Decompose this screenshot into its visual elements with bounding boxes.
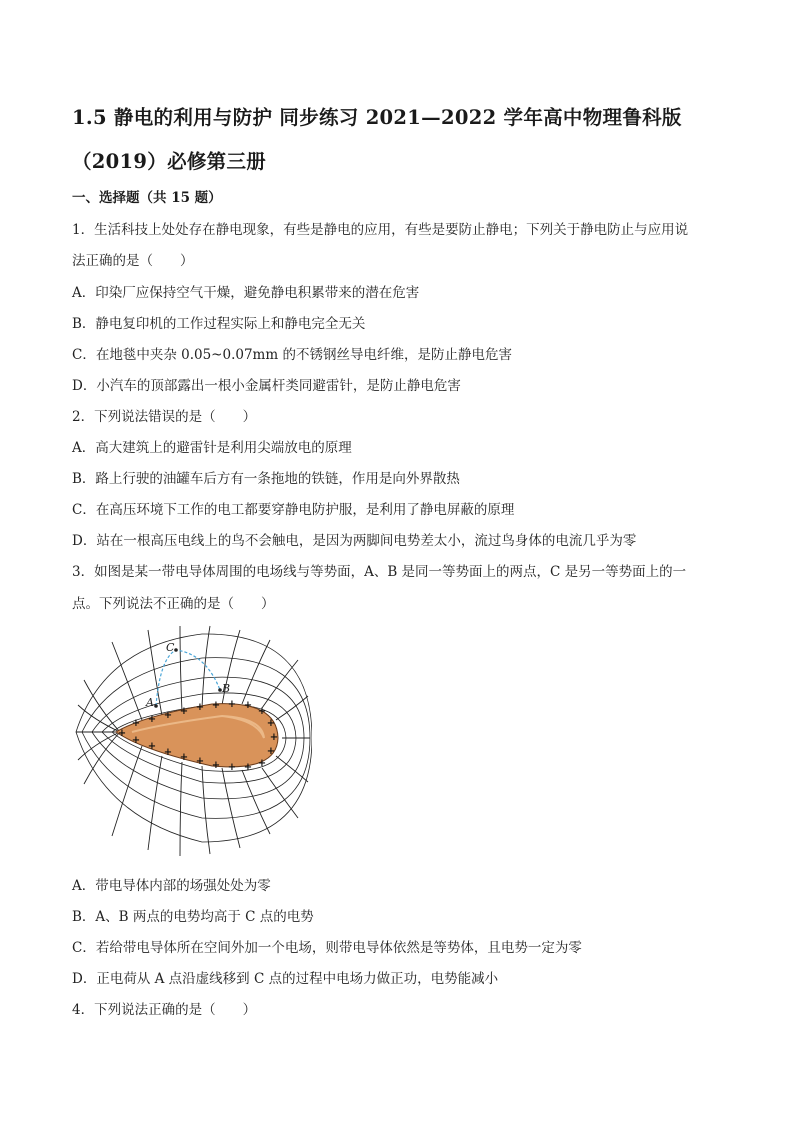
svg-text:+: +: [243, 700, 253, 711]
title-line-2: （2019）必修第三册: [72, 150, 267, 173]
svg-text:+: +: [257, 758, 267, 769]
point-a: [154, 704, 158, 708]
q1-option-d: D．小汽车的顶部露出一根小金属杆类同避雷针，是防止静电危害: [72, 378, 461, 394]
q3-stem-line-2: 点。下列说法不正确的是（ ）: [72, 596, 275, 612]
svg-text:+: +: [131, 718, 141, 729]
q1-stem-line-1: 1．生活科技上处处存在静电现象，有些是静电的应用，有些是要防止静电；下列关于静电防止与应用说: [72, 222, 689, 238]
point-c: [174, 648, 178, 652]
q3-option-c: C．若给带电导体所在空间外加一个电场，则带电导体依然是等势体，且电势一定为零: [72, 940, 582, 956]
label-c: C: [166, 641, 175, 654]
label-b: B: [222, 682, 231, 695]
svg-text:+: +: [179, 752, 189, 763]
dashed-path: [156, 650, 220, 706]
svg-text:+: +: [147, 714, 157, 725]
q3-option-a: A．带电导体内部的场强处处为零: [72, 878, 271, 894]
svg-text:+: +: [227, 762, 237, 773]
q2-option-b: B．路上行驶的油罐车后方有一条拖地的铁链，作用是向外界散热: [72, 471, 460, 487]
svg-text:+: +: [163, 710, 173, 721]
q1-option-a: A．印染厂应保持空气干燥，避免静电积累带来的潜在危害: [72, 285, 420, 301]
svg-text:+: +: [227, 699, 237, 710]
q2-option-a: A．高大建筑上的避雷针是利用尖端放电的原理: [72, 440, 352, 456]
svg-text:+: +: [163, 747, 173, 758]
section-heading: 一、选择题（共 15 题）: [72, 190, 222, 206]
q3-option-b: B．A、B 两点的电势均高于 C 点的电势: [72, 909, 314, 925]
document-title: [72, 96, 722, 184]
svg-text:+: +: [266, 718, 276, 729]
q2-option-d: D．站在一根高压电线上的鸟不会触电，是因为两脚间电势差太小，流过鸟身体的电流几乎为零: [72, 533, 637, 549]
q1-stem-line-2: 法正确的是（ ）: [72, 253, 194, 269]
label-a: A: [146, 696, 154, 709]
svg-text:+: +: [257, 706, 267, 717]
q1-option-b: B．静电复印机的工作过程实际上和静电完全无关: [72, 316, 366, 332]
svg-text:+: +: [195, 756, 205, 767]
svg-text:+: +: [211, 760, 221, 771]
svg-text:+: +: [195, 702, 205, 713]
svg-text:+: +: [266, 746, 276, 757]
svg-text:+: +: [147, 741, 157, 752]
svg-text:+: +: [243, 762, 253, 773]
q3-option-d: D．正电荷从 A 点沿虚线移到 C 点的过程中电场力做正功，电势能减小: [72, 971, 499, 987]
q1-option-c: C．在地毯中夹杂 0.05~0.07mm 的不锈钢丝导电纤维，是防止静电危害: [72, 347, 512, 363]
q2-option-c: C．在高压环境下工作的电工都要穿静电防护服，是利用了静电屏蔽的原理: [72, 502, 515, 518]
svg-text:+: +: [179, 706, 189, 717]
title-line-1: 1.5 静电的利用与防护 同步练习 2021—2022 学年高中物理鲁科版: [72, 106, 682, 129]
svg-text:+: +: [211, 700, 221, 711]
q2-stem: 2．下列说法错误的是（ ）: [72, 409, 257, 425]
q3-stem-line-1: 3．如图是某一带电导体周围的电场线与等势面，A、B 是同一等势面上的两点，C 是另一等势面上的一: [72, 564, 687, 580]
electric-field-figure: [72, 620, 312, 860]
svg-text:+: +: [131, 735, 141, 746]
svg-text:+: +: [269, 732, 279, 743]
q4-stem: 4．下列说法正确的是（ ）: [72, 1002, 257, 1018]
svg-text:+: +: [117, 728, 127, 739]
